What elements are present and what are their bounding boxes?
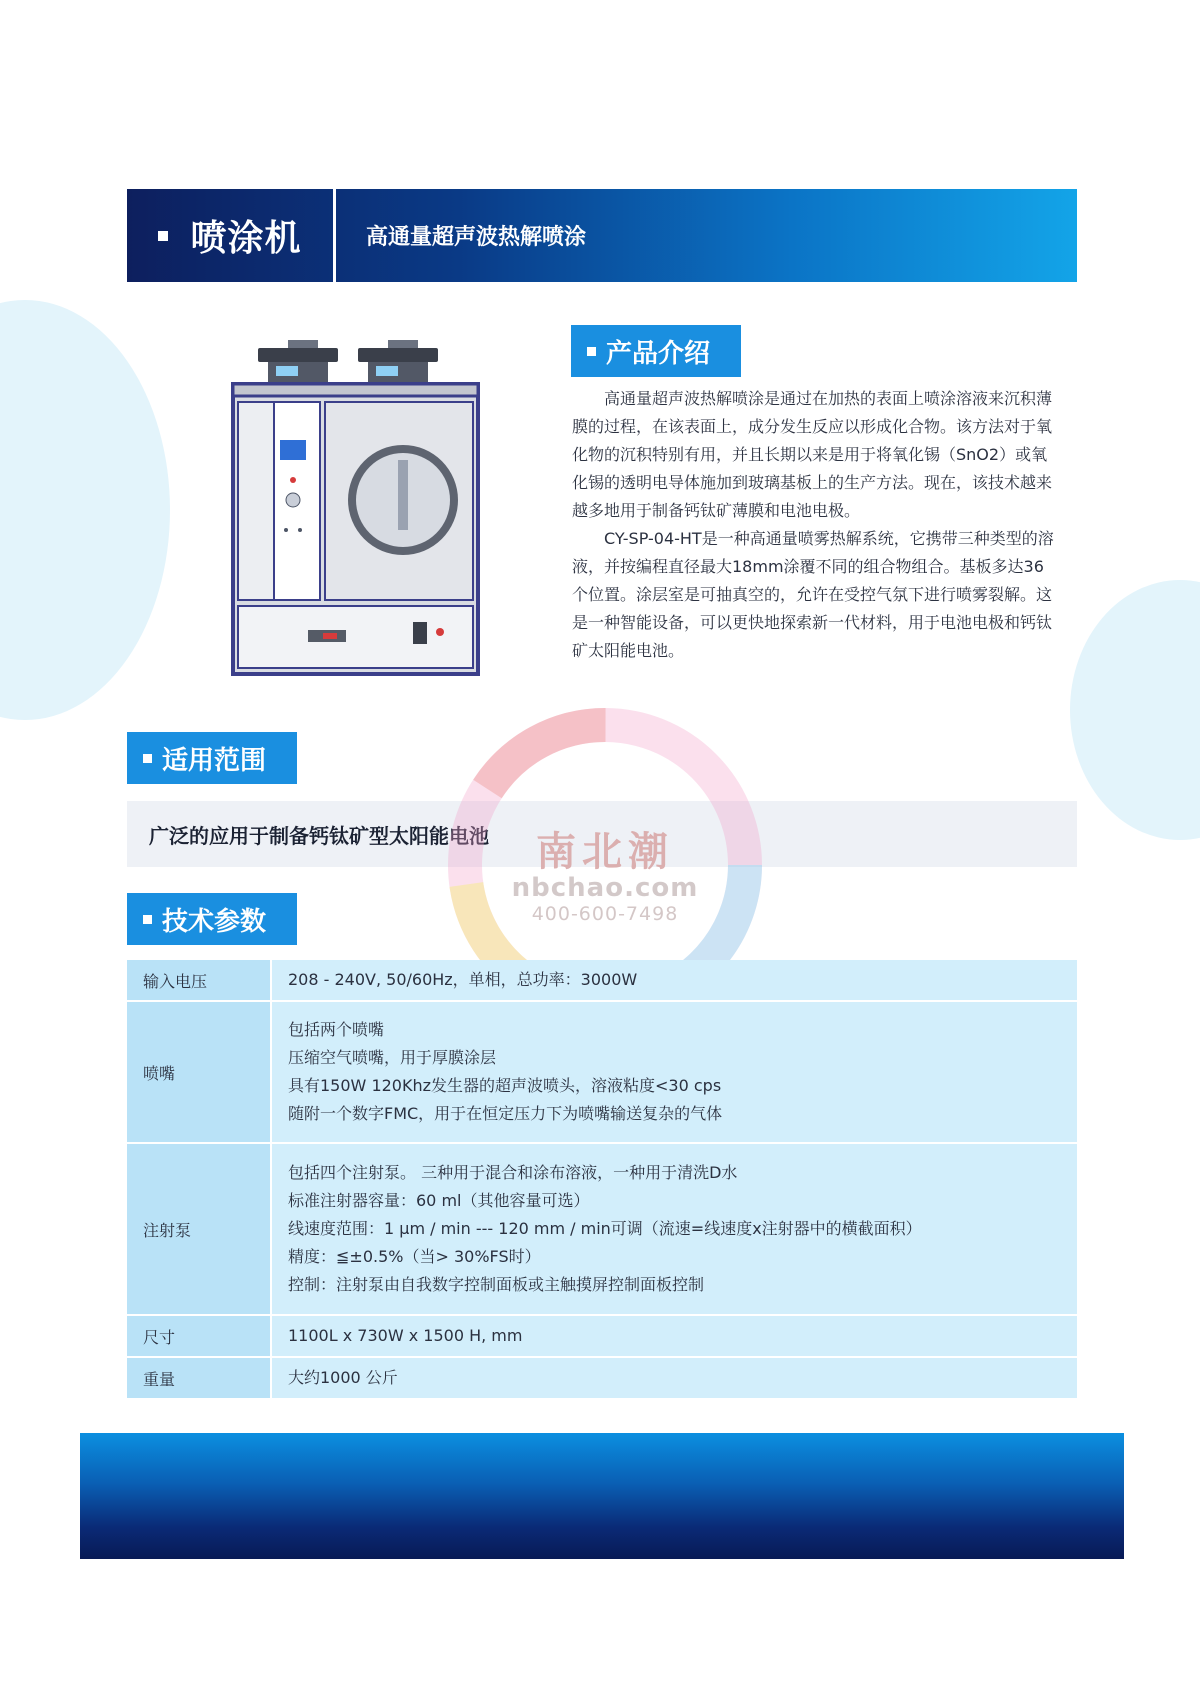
- decorative-circle-right: [1070, 580, 1200, 840]
- spec-key: 注射泵: [127, 1143, 271, 1315]
- table-row: [127, 1315, 1077, 1357]
- spec-line: 208 - 240V, 50/60Hz，单相，总功率：3000W: [288, 970, 638, 989]
- spec-line: 随附一个数字FMC，用于在恒定压力下为喷嘴输送复杂的气体: [288, 1104, 723, 1123]
- banner-title-block: [127, 189, 336, 282]
- spec-key: 喷嘴: [127, 1001, 271, 1143]
- spec-line: 精度：≦±0.5%（当> 30%FS时）: [288, 1247, 541, 1266]
- square-bullet-icon: [587, 347, 596, 356]
- scope-bar: [127, 801, 1077, 867]
- spec-key: 重量: [127, 1357, 271, 1399]
- section-tag-scope: [127, 732, 297, 784]
- spec-line: 具有150W 120Khz发生器的超声波喷头，溶液粘度<30 cps: [288, 1076, 722, 1095]
- spec-value: [271, 960, 1077, 1001]
- table-row: [127, 1143, 1077, 1315]
- spec-line: 压缩空气喷嘴，用于厚膜涂层: [288, 1048, 497, 1067]
- section-title: 适用范围: [162, 745, 267, 776]
- watermark-tel: 400-600-7498: [531, 903, 679, 925]
- scope-text: 广泛的应用于制备钙钛矿型太阳能电池: [149, 823, 489, 848]
- watermark-cn: 南北潮: [536, 829, 674, 875]
- footer-band: [80, 1433, 1124, 1559]
- header-banner: [127, 189, 1077, 282]
- spec-key: 输入电压: [127, 960, 271, 1001]
- spec-line: 标准注射器容量：60 ml（其他容量可选）: [288, 1191, 590, 1210]
- table-row: [127, 960, 1077, 1001]
- intro-paragraph: 高通量超声波热解喷涂是通过在加热的表面上喷涂溶液来沉积薄膜的过程，在该表面上，成分发生反应以形成化合物。该方法对于氧化物的沉积特别有用，并且长期以来是用于将氧化锡（SnO2）或氧化锡的透明电导体施加到玻璃基板上的生产方法。现在，该技术越来越多地用于制备钙钛矿薄膜和电池电极。: [572, 389, 1053, 520]
- decorative-circle-left: [0, 300, 170, 720]
- section-tag-tech-params: [127, 893, 297, 945]
- section-title: 产品介绍: [606, 338, 711, 369]
- watermark-en: nbchao.com: [511, 873, 699, 903]
- spec-line: 1100L x 730W x 1500 H, mm: [288, 1326, 523, 1345]
- spec-table: [127, 960, 1077, 1400]
- spec-value: [271, 1357, 1077, 1399]
- square-bullet-icon: [158, 231, 168, 241]
- table-row: [127, 1357, 1077, 1399]
- spec-line: 大约1000 公斤: [288, 1368, 398, 1387]
- spec-value: [271, 1315, 1077, 1357]
- square-bullet-icon: [143, 754, 152, 763]
- spec-key: 尺寸: [127, 1315, 271, 1357]
- table-row: [127, 1001, 1077, 1143]
- section-tag-product-intro: [571, 325, 741, 377]
- spec-value: [271, 1143, 1077, 1315]
- spec-line: 控制：注射泵由自我数字控制面板或主触摸屏控制面板控制: [288, 1275, 705, 1294]
- page-title: 喷涂机: [190, 218, 302, 259]
- spec-line: 包括四个注射泵。 三种用于混合和涂布溶液，一种用于清洗D水: [288, 1163, 738, 1182]
- spec-line: 包括两个喷嘴: [288, 1020, 385, 1039]
- spec-value: [271, 1001, 1077, 1143]
- intro-paragraph: CY-SP-04-HT是一种高通量喷雾热解系统，它携带三种类型的溶液，并按编程直径最大18mm涂覆不同的组合物组合。基板多达36个位置。涂层室是可抽真空的，允许在受控气氛下进行喷雾裂解。这是一种智能设备，可以更快地探索新一代材料，用于电池电极和钙钛矿太阳能电池。: [572, 529, 1054, 660]
- spec-line: 线速度范围：1 µm / min --- 120 mm / min可调（流速=线速度x注射器中的横截面积）: [288, 1219, 922, 1238]
- square-bullet-icon: [143, 915, 152, 924]
- product-intro-text: [572, 385, 1057, 665]
- page-subtitle: 高通量超声波热解喷涂: [366, 225, 587, 250]
- spray-coater-machine-image: [228, 340, 518, 685]
- section-title: 技术参数: [162, 906, 267, 937]
